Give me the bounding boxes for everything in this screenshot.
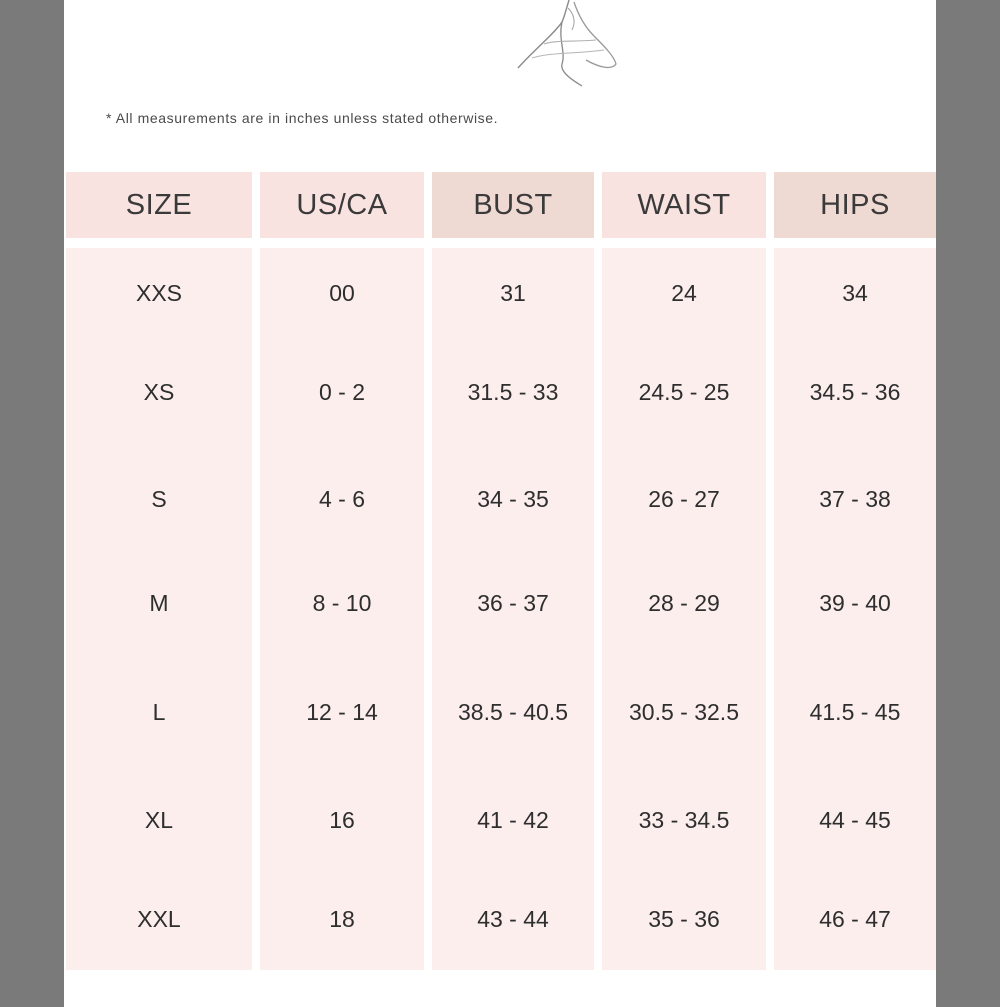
cell-waist: 30.5 - 32.5 [629,698,739,725]
cell-bust: 38.5 - 40.5 [458,698,568,725]
header-us-ca: US/CA [260,172,424,238]
cell-bust: 41 - 42 [477,806,549,833]
cell-bust: 43 - 44 [477,905,549,932]
cell-size: M [149,589,169,616]
cell-size: XXL [137,905,181,932]
cell-size: L [152,698,166,725]
cell-us-ca: 12 - 14 [306,698,378,725]
size-chart-page[interactable] [64,0,936,1007]
header-size: SIZE [66,172,252,238]
cell-bust: 31.5 - 33 [467,378,559,405]
table-row [66,790,936,850]
table-row [66,362,936,422]
cell-waist: 33 - 34.5 [638,806,730,833]
table-header-row [66,172,936,238]
measurement-note: * All measurements are in inches unless stated otherwise. [106,110,499,126]
cell-us-ca: 4 - 6 [318,485,366,512]
header-waist: WAIST [602,172,766,238]
cell-hips: 34 [842,279,868,306]
cell-size: XS [143,378,175,405]
cell-us-ca: 00 [329,279,355,306]
cell-waist: 24.5 - 25 [638,378,730,405]
cell-us-ca: 18 [329,905,355,932]
cell-us-ca: 0 - 2 [318,378,366,405]
cell-hips: 44 - 45 [819,806,891,833]
cell-size: S [151,485,167,512]
body-measurement-sketch-icon [504,0,624,95]
cell-waist: 28 - 29 [648,589,720,616]
cell-hips: 34.5 - 36 [809,378,901,405]
table-row [66,573,936,633]
cell-size: XXS [135,279,183,306]
cell-waist: 26 - 27 [648,485,720,512]
cell-size: XL [144,806,174,833]
cell-hips: 37 - 38 [819,485,891,512]
cell-waist: 35 - 36 [648,905,720,932]
cell-bust: 34 - 35 [477,485,549,512]
table-row [66,682,936,742]
cell-us-ca: 16 [329,806,355,833]
table-row [66,469,936,529]
table-row [66,263,936,323]
cell-bust: 31 [500,279,526,306]
cell-waist: 24 [671,279,697,306]
cell-hips: 39 - 40 [819,589,891,616]
cell-hips: 46 - 47 [819,905,891,932]
header-hips: HIPS [774,172,936,238]
cell-us-ca: 8 - 10 [312,589,372,616]
table-row [66,889,936,949]
cell-bust: 36 - 37 [477,589,549,616]
cell-hips: 41.5 - 45 [809,698,901,725]
header-bust: BUST [432,172,594,238]
